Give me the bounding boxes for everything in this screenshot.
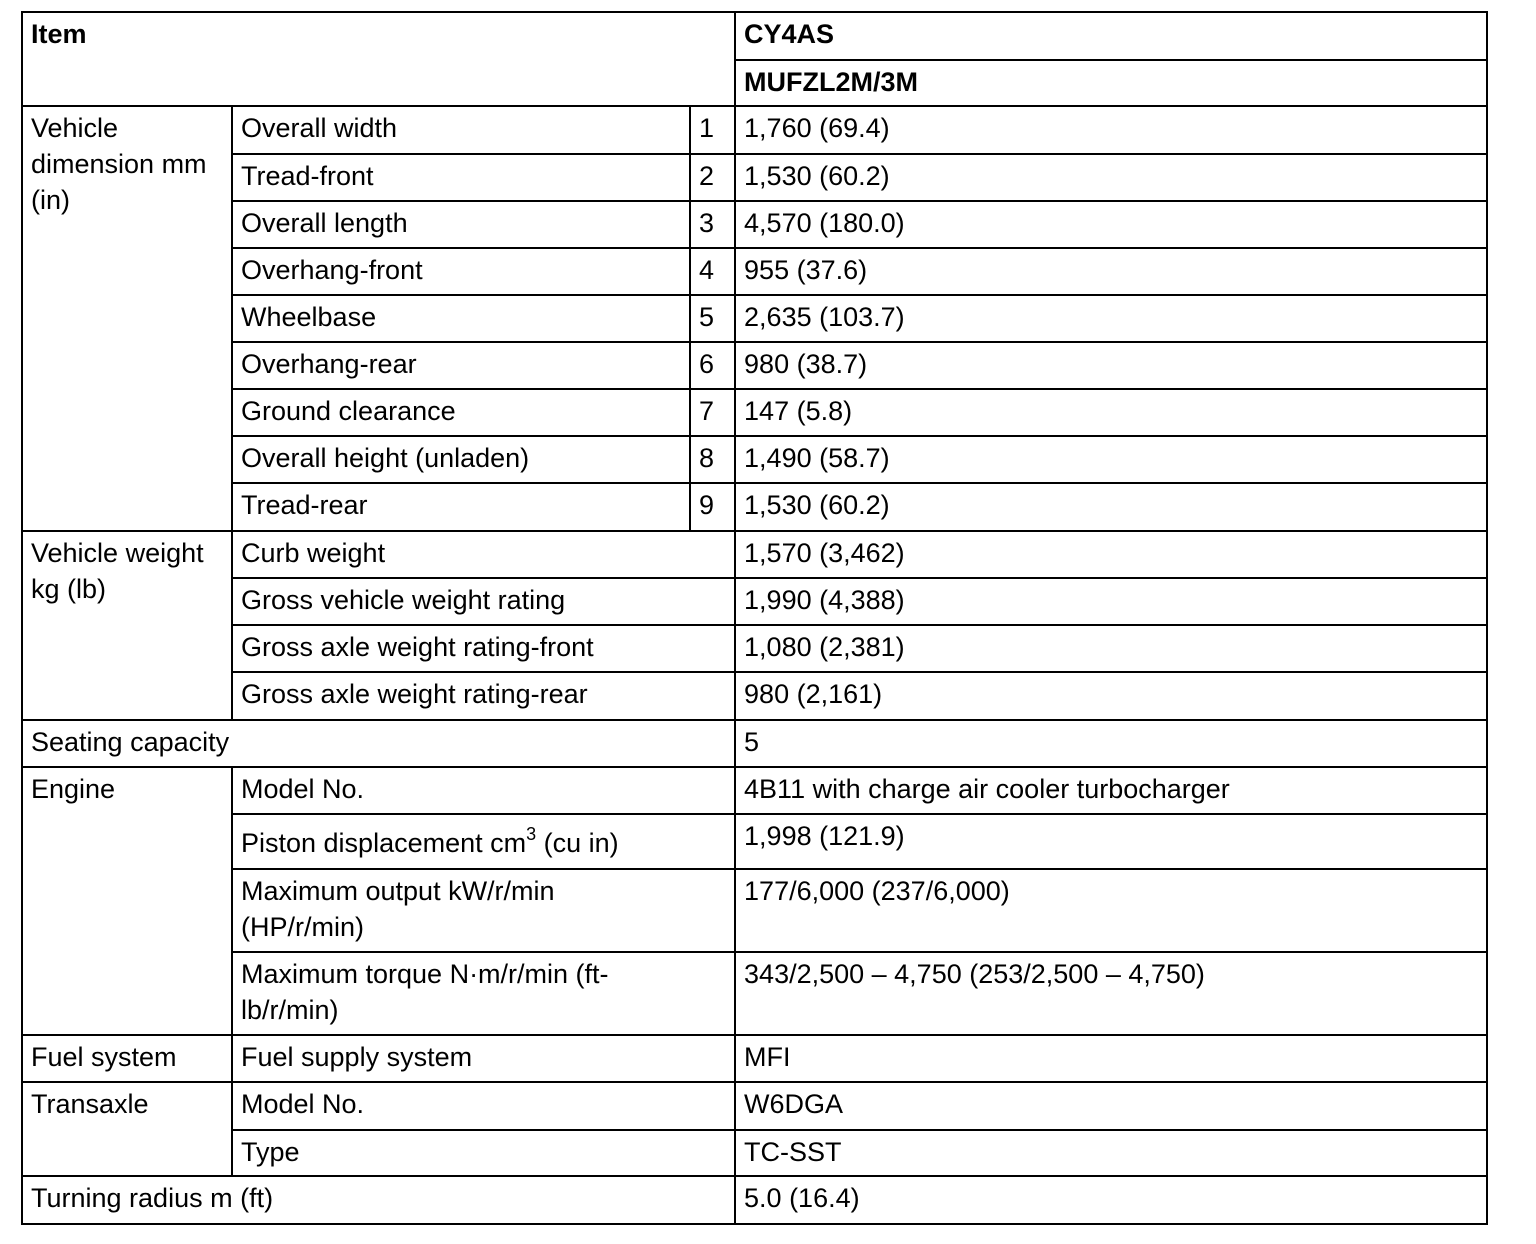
header-row bbox=[22, 12, 1487, 60]
dimension-number: 9 bbox=[690, 483, 735, 531]
weight-label: Curb weight bbox=[232, 531, 735, 578]
table-row bbox=[22, 720, 1487, 767]
dimension-label: Overall length bbox=[232, 201, 690, 248]
fuel-supply-label: Fuel supply system bbox=[232, 1035, 735, 1082]
dimension-label: Overhang-front bbox=[232, 248, 690, 295]
table-row bbox=[22, 483, 1487, 531]
maximum-output-label: Maximum output kW/r/min (HP/r/min) bbox=[232, 869, 735, 952]
piston-displacement-label bbox=[232, 814, 735, 869]
dimension-value: 1,530 (60.2) bbox=[735, 154, 1487, 201]
dimension-value: 955 (37.6) bbox=[735, 248, 1487, 295]
weight-value: 1,990 (4,388) bbox=[735, 578, 1487, 625]
specifications-table bbox=[21, 11, 1488, 1225]
piston-displacement-superscript: 3 bbox=[526, 824, 537, 844]
vehicle-dimension-category: Vehicle dimension mm (in) bbox=[22, 106, 232, 531]
dimension-number: 1 bbox=[690, 106, 735, 154]
header-model-variant: MUFZL2M/3M bbox=[735, 60, 1487, 106]
transaxle-model-label: Model No. bbox=[232, 1082, 735, 1130]
dimension-number: 6 bbox=[690, 342, 735, 389]
dimension-label: Tread-front bbox=[232, 154, 690, 201]
dimension-number: 2 bbox=[690, 154, 735, 201]
table-row bbox=[22, 952, 1487, 1035]
table-row bbox=[22, 201, 1487, 248]
dimension-value: 2,635 (103.7) bbox=[735, 295, 1487, 342]
table-row bbox=[22, 154, 1487, 201]
piston-displacement-label-text: Piston displacement cm bbox=[241, 828, 527, 858]
table-row bbox=[22, 389, 1487, 436]
weight-value: 1,570 (3,462) bbox=[735, 531, 1487, 578]
weight-value: 1,080 (2,381) bbox=[735, 625, 1487, 672]
table-row bbox=[22, 1130, 1487, 1176]
vehicle-weight-category: Vehicle weight kg (lb) bbox=[22, 531, 232, 720]
piston-displacement-value: 1,998 (121.9) bbox=[735, 814, 1487, 869]
table-row bbox=[22, 531, 1487, 578]
table-row bbox=[22, 578, 1487, 625]
dimension-number: 5 bbox=[690, 295, 735, 342]
fuel-system-category: Fuel system bbox=[22, 1035, 232, 1082]
dimension-value: 1,490 (58.7) bbox=[735, 436, 1487, 483]
seating-capacity-label: Seating capacity bbox=[22, 720, 735, 767]
dimension-label: Overall width bbox=[232, 106, 690, 154]
weight-label: Gross axle weight rating-rear bbox=[232, 672, 735, 720]
dimension-value: 980 (38.7) bbox=[735, 342, 1487, 389]
dimension-number: 3 bbox=[690, 201, 735, 248]
dimension-value: 1,530 (60.2) bbox=[735, 483, 1487, 531]
fuel-supply-value: MFI bbox=[735, 1035, 1487, 1082]
table-row bbox=[22, 672, 1487, 720]
dimension-number: 8 bbox=[690, 436, 735, 483]
weight-label: Gross vehicle weight rating bbox=[232, 578, 735, 625]
table-row bbox=[22, 248, 1487, 295]
maximum-torque-value: 343/2,500 – 4,750 (253/2,500 – 4,750) bbox=[735, 952, 1487, 1035]
table-row bbox=[22, 1082, 1487, 1130]
engine-category: Engine bbox=[22, 767, 232, 1035]
transaxle-type-value: TC-SST bbox=[735, 1130, 1487, 1176]
transaxle-type-label: Type bbox=[232, 1130, 735, 1176]
turning-radius-label: Turning radius m (ft) bbox=[22, 1176, 735, 1224]
maximum-output-value: 177/6,000 (237/6,000) bbox=[735, 869, 1487, 952]
table-row bbox=[22, 106, 1487, 154]
weight-value: 980 (2,161) bbox=[735, 672, 1487, 720]
maximum-torque-label: Maximum torque N·m/r/min (ft-lb/r/min) bbox=[232, 952, 735, 1035]
header-model-code: CY4AS bbox=[735, 12, 1487, 60]
dimension-value: 147 (5.8) bbox=[735, 389, 1487, 436]
dimension-value: 4,570 (180.0) bbox=[735, 201, 1487, 248]
engine-model-value: 4B11 with charge air cooler turbocharger bbox=[735, 767, 1487, 814]
engine-model-label: Model No. bbox=[232, 767, 735, 814]
table-row bbox=[22, 1035, 1487, 1082]
weight-label: Gross axle weight rating-front bbox=[232, 625, 735, 672]
dimension-value: 1,760 (69.4) bbox=[735, 106, 1487, 154]
transaxle-category: Transaxle bbox=[22, 1082, 232, 1176]
table-row bbox=[22, 295, 1487, 342]
piston-displacement-unit: (cu in) bbox=[536, 828, 619, 858]
dimension-number: 7 bbox=[690, 389, 735, 436]
transaxle-model-value: W6DGA bbox=[735, 1082, 1487, 1130]
table-row bbox=[22, 1176, 1487, 1224]
dimension-label: Ground clearance bbox=[232, 389, 690, 436]
table-row bbox=[22, 342, 1487, 389]
turning-radius-value: 5.0 (16.4) bbox=[735, 1176, 1487, 1224]
dimension-label: Overall height (unladen) bbox=[232, 436, 690, 483]
table-row bbox=[22, 869, 1487, 952]
dimension-label: Wheelbase bbox=[232, 295, 690, 342]
seating-capacity-value: 5 bbox=[735, 720, 1487, 767]
table-row bbox=[22, 625, 1487, 672]
table-row bbox=[22, 814, 1487, 869]
table-row bbox=[22, 767, 1487, 814]
header-item-label: Item bbox=[22, 12, 735, 106]
table-row bbox=[22, 436, 1487, 483]
dimension-number: 4 bbox=[690, 248, 735, 295]
dimension-label: Overhang-rear bbox=[232, 342, 690, 389]
dimension-label: Tread-rear bbox=[232, 483, 690, 531]
